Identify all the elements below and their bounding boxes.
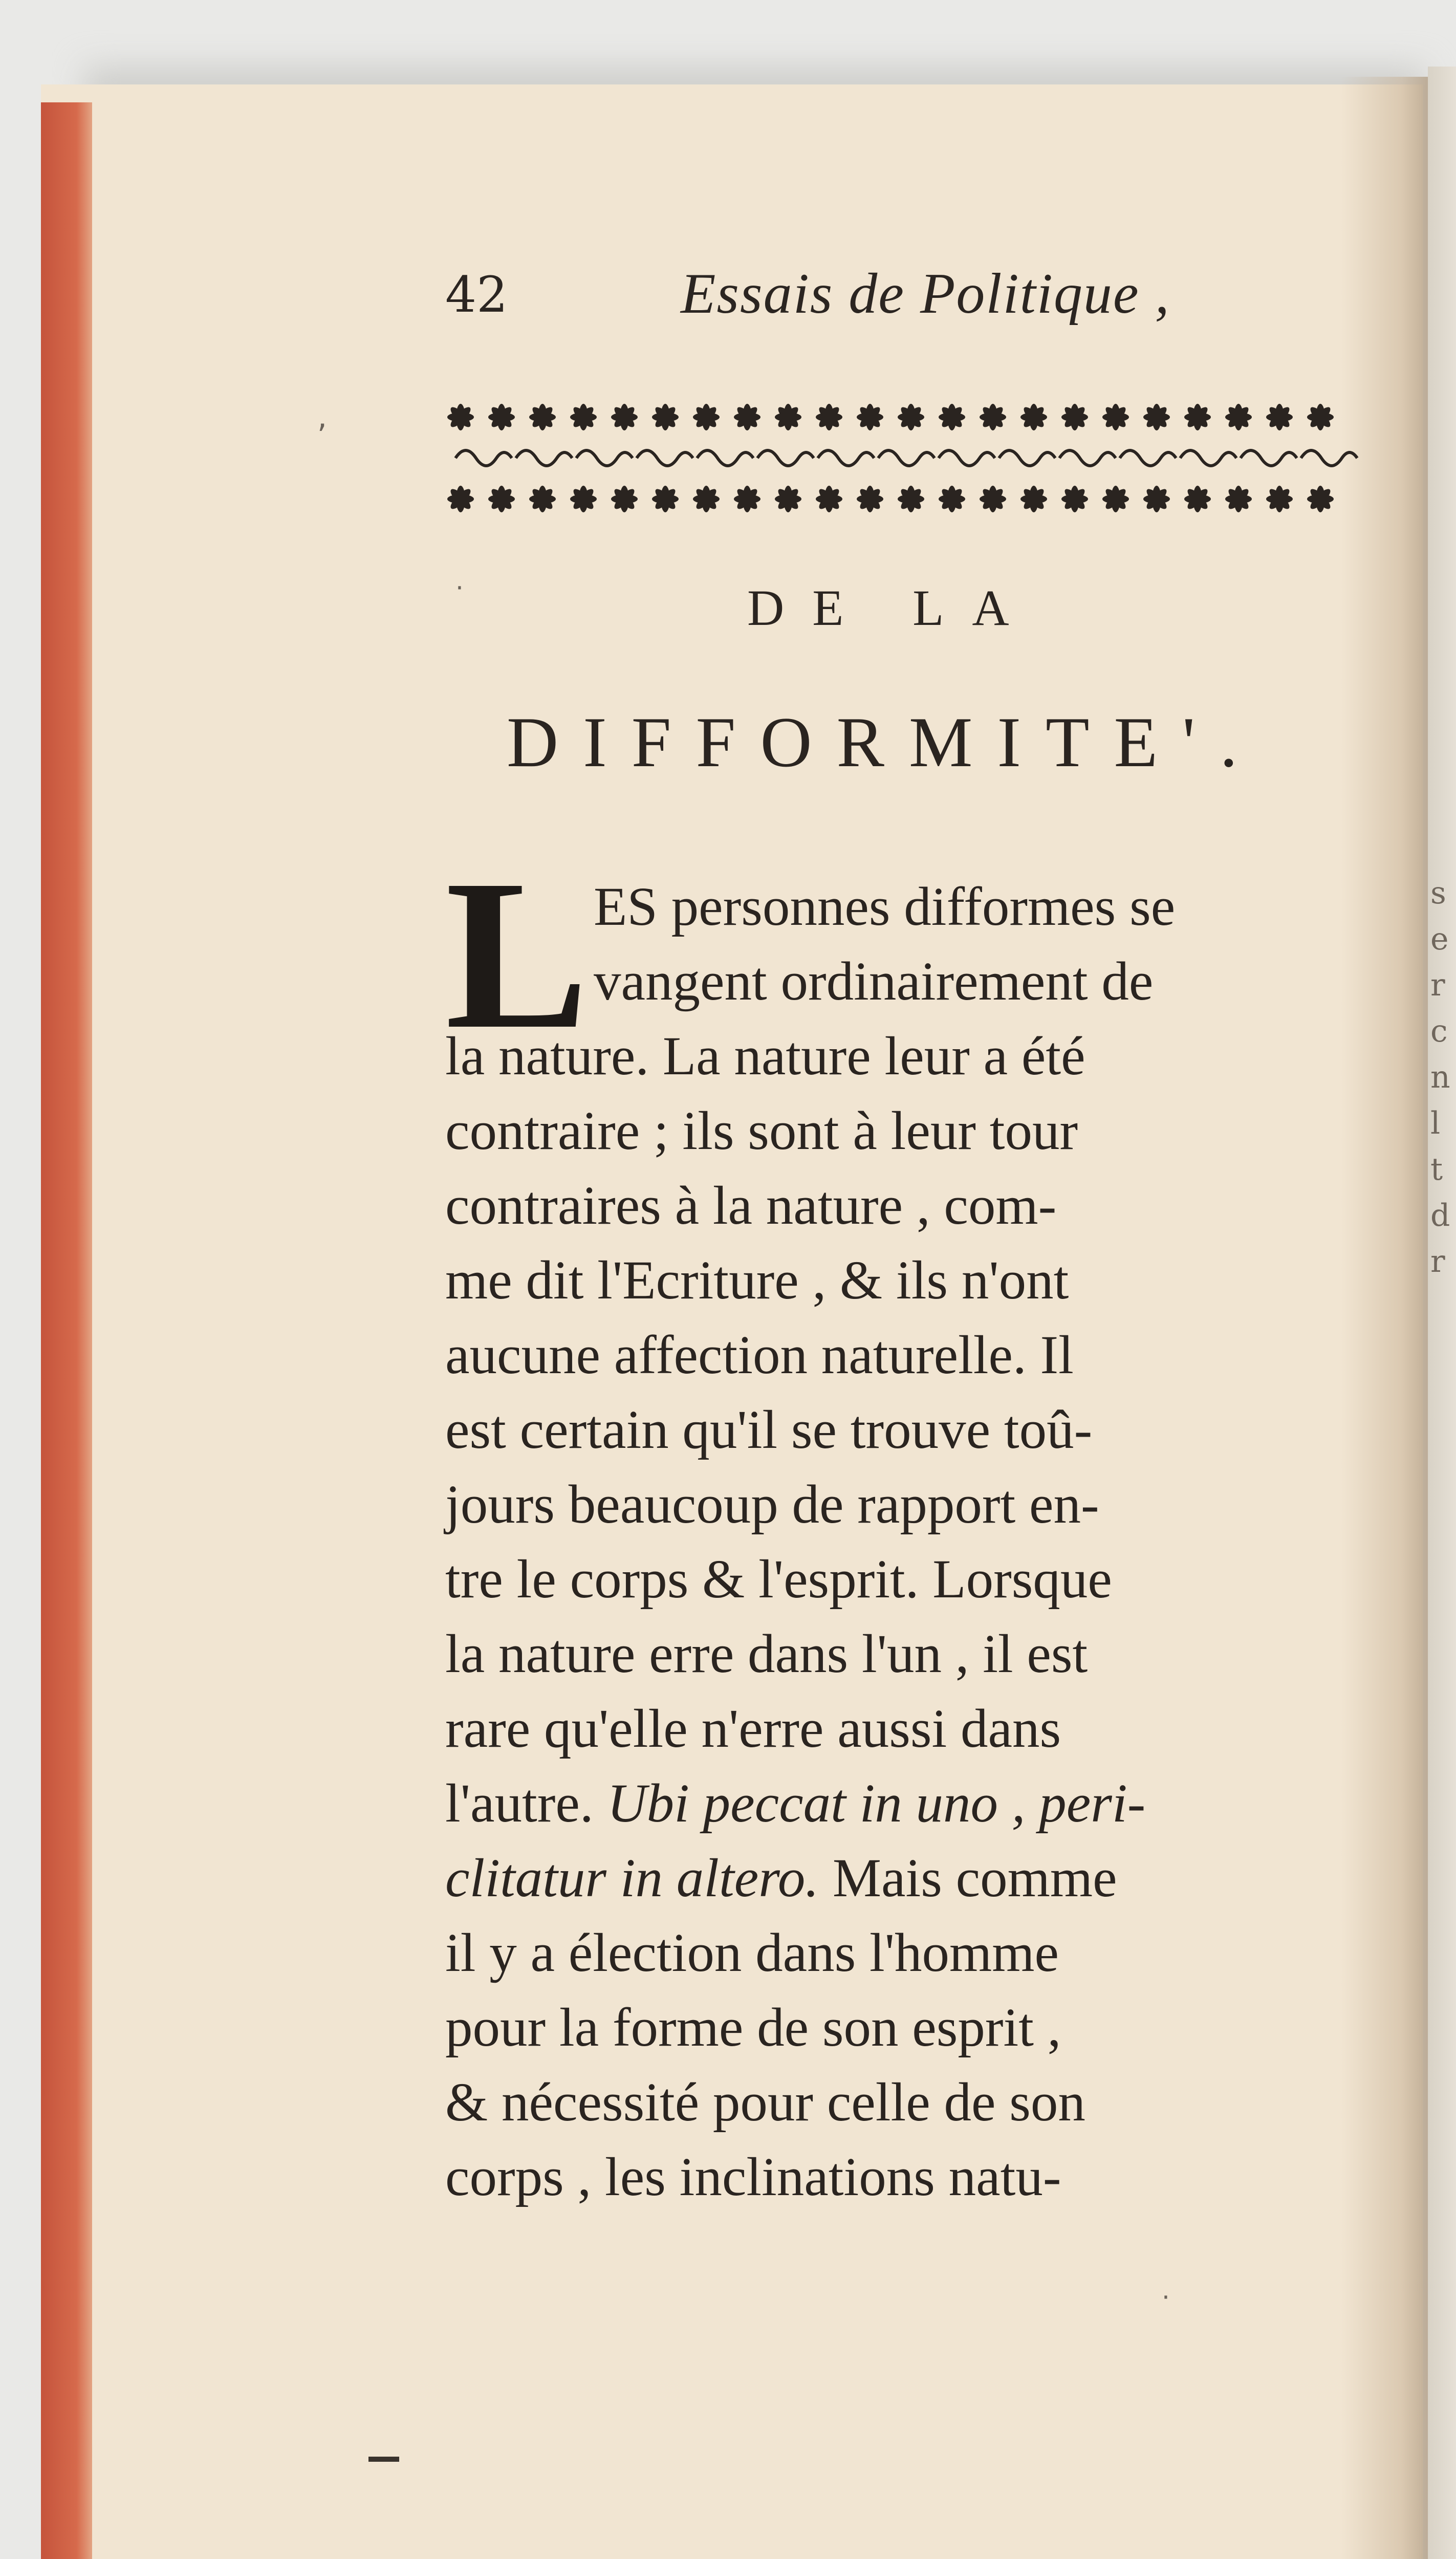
scroll-mark xyxy=(999,450,1055,466)
drop-cap-letter: L xyxy=(445,835,589,1073)
scroll-mark xyxy=(576,450,633,466)
text-line xyxy=(445,2145,1061,2209)
text-line xyxy=(445,1697,1061,1761)
fleuron-mark xyxy=(570,404,597,430)
fleuron-mark xyxy=(816,486,842,512)
text-line xyxy=(445,1996,1061,2060)
text-segment: il y a élection dans l'homme xyxy=(445,1923,1059,1983)
fleuron-mark xyxy=(447,404,474,430)
text-segment: vangent ordinairement de xyxy=(594,951,1154,1012)
stray-mark: · xyxy=(1162,2283,1170,2312)
page-number: 42 xyxy=(445,266,508,323)
text-segment: est certain qu'il se trouve toû- xyxy=(445,1400,1093,1460)
fleuron-mark xyxy=(1102,404,1129,430)
fleuron-mark xyxy=(939,404,965,430)
text-segment: pour la forme de son esprit , xyxy=(445,1998,1061,2058)
text-segment: contraires à la nature , com- xyxy=(445,1176,1057,1236)
text-line xyxy=(445,1473,1099,1537)
facing-page-fragments: s e r c n l t d r xyxy=(1430,875,1450,1280)
stray-mark: · xyxy=(455,573,464,603)
text-line xyxy=(445,1249,1069,1313)
fleuron-mark xyxy=(857,404,883,430)
scroll-mark xyxy=(1180,450,1236,466)
scroll-mark xyxy=(818,450,874,466)
fleuron-mark xyxy=(611,404,638,430)
fleuron-mark xyxy=(857,486,883,512)
text-line xyxy=(445,1921,1059,1985)
text-line xyxy=(445,1174,1056,1238)
fleuron-mark xyxy=(570,486,597,512)
fleuron-mark xyxy=(529,486,556,512)
fleuron-mark xyxy=(693,404,720,430)
scroll-mark xyxy=(1301,450,1357,466)
stray-mark xyxy=(368,2457,399,2462)
scroll-mark xyxy=(757,450,814,466)
text-line xyxy=(445,1324,1074,1387)
text-segment: rare qu'elle n'erre aussi dans xyxy=(445,1699,1061,1759)
fleuron-mark xyxy=(447,486,474,512)
text-line xyxy=(445,2071,1085,2135)
scroll-mark xyxy=(637,450,693,466)
text-line xyxy=(445,1025,1085,1089)
text-segment: tre le corps & l'esprit. Lorsque xyxy=(445,1549,1112,1610)
page-edge-left xyxy=(41,102,92,2559)
italic-segment: Ubi peccat in uno , peri- xyxy=(607,1773,1146,1834)
fleuron-mark xyxy=(611,486,638,512)
running-title: Essais de Politique , xyxy=(681,262,1170,326)
text-line xyxy=(445,1622,1088,1686)
text-line xyxy=(445,1099,1078,1163)
text-segment: l'autre. xyxy=(445,1773,607,1834)
chapter-heading-title: DIFFORMITE'. xyxy=(507,703,1263,782)
fleuron-mark xyxy=(775,404,801,430)
text-segment: aucune affection naturelle. Il xyxy=(445,1325,1074,1385)
text-line xyxy=(445,1847,1117,1911)
text-line xyxy=(445,1398,1092,1462)
text-line xyxy=(445,1772,1145,1836)
fleuron-mark xyxy=(1143,486,1170,512)
text-line xyxy=(594,950,1153,1014)
scroll-mark xyxy=(516,450,572,466)
chapter-heading-small: DE LA xyxy=(747,579,1037,636)
text-segment: ES personnes difformes se xyxy=(594,877,1176,937)
fleuron-mark xyxy=(488,486,515,512)
stray-mark: , xyxy=(317,399,328,435)
fleuron-mark xyxy=(1020,404,1047,430)
scroll-mark xyxy=(878,450,935,466)
fleuron-mark xyxy=(652,486,679,512)
text-segment: jours beaucoup de rapport en- xyxy=(445,1474,1099,1535)
fleuron-mark xyxy=(734,404,760,430)
fleuron-mark xyxy=(1225,486,1252,512)
scroll-mark xyxy=(939,450,995,466)
fleuron-mark xyxy=(1061,486,1088,512)
fleuron-mark xyxy=(652,404,679,430)
fleuron-mark xyxy=(980,486,1006,512)
text-segment: la nature. La nature leur a été xyxy=(445,1026,1085,1087)
fleuron-mark xyxy=(488,404,515,430)
text-line xyxy=(594,875,1175,939)
fleuron-mark xyxy=(898,404,924,430)
fleuron-mark xyxy=(1061,404,1088,430)
fleuron-mark xyxy=(816,404,842,430)
fleuron-mark xyxy=(939,486,965,512)
italic-segment: clitatur in altero. xyxy=(445,1848,819,1909)
fleuron-mark xyxy=(693,486,720,512)
scroll-mark xyxy=(1059,450,1116,466)
scroll-mark xyxy=(1241,450,1297,466)
text-line xyxy=(445,1548,1112,1612)
fleuron-mark xyxy=(1020,486,1047,512)
fleuron-mark xyxy=(1307,486,1334,512)
scroll-mark xyxy=(697,450,753,466)
scroll-mark xyxy=(1120,450,1176,466)
text-segment: Mais comme xyxy=(819,1848,1117,1909)
scroll-mark xyxy=(455,450,512,466)
ornament-band xyxy=(445,399,1366,517)
fleuron-mark xyxy=(1266,404,1293,430)
fleuron-mark xyxy=(1184,404,1211,430)
running-header xyxy=(445,261,1366,338)
fleuron-mark xyxy=(1307,404,1334,430)
fleuron-mark xyxy=(980,404,1006,430)
text-segment: & nécessité pour celle de son xyxy=(445,2072,1085,2133)
text-segment: la nature erre dans l'un , il est xyxy=(445,1624,1088,1684)
fleuron-mark xyxy=(775,486,801,512)
fleuron-mark xyxy=(1225,404,1252,430)
fleuron-mark xyxy=(529,404,556,430)
fleuron-mark xyxy=(898,486,924,512)
fleuron-mark xyxy=(1184,486,1211,512)
text-segment: contraire ; ils sont à leur tour xyxy=(445,1101,1078,1161)
fleuron-mark xyxy=(1102,486,1129,512)
text-segment: corps , les inclinations natu- xyxy=(445,2147,1061,2207)
fleuron-mark xyxy=(1143,404,1170,430)
fleuron-mark xyxy=(734,486,760,512)
fleuron-mark xyxy=(1266,486,1293,512)
text-segment: me dit l'Ecriture , & ils n'ont xyxy=(445,1250,1069,1311)
